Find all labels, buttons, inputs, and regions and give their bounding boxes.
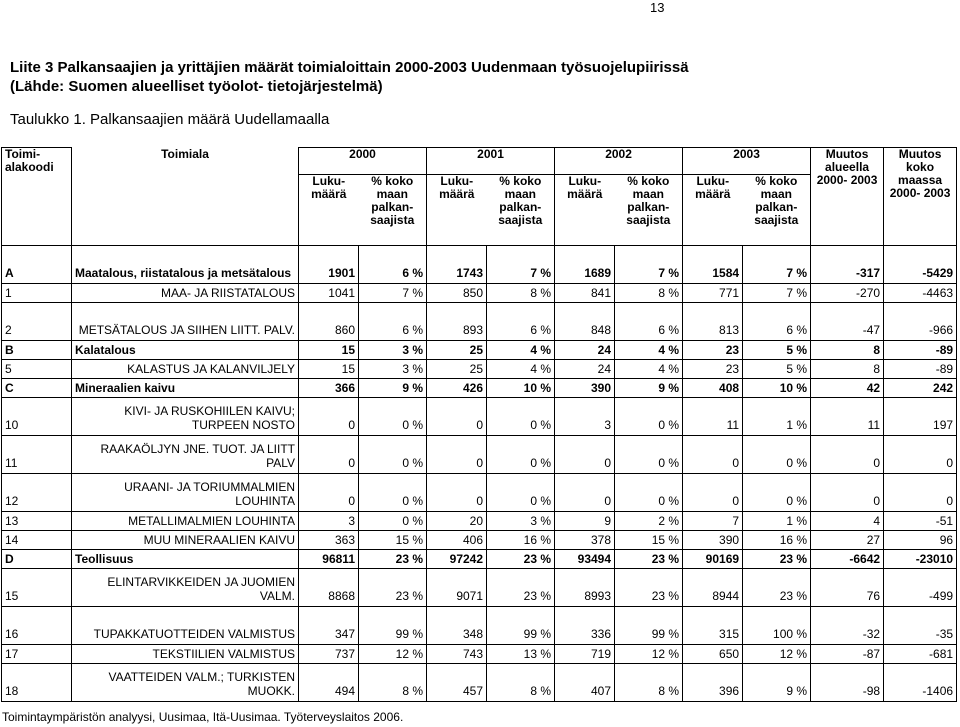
industry-name-cell: Kalatalous (72, 341, 299, 360)
p2003-cell: 23 % (743, 569, 811, 607)
source-footer: Toimintaympäristön analyysi, Uusimaa, Itä-Uusimaa. Työterveyslaitos 2006. (2, 710, 404, 724)
header-industry-blank (72, 175, 299, 246)
table-row (2, 569, 957, 607)
change_country-cell: -23010 (884, 550, 957, 569)
p2002-cell: 15 % (615, 531, 683, 550)
table-row (2, 360, 957, 379)
page-number: 13 (650, 0, 665, 15)
table-row (2, 303, 957, 341)
p2000-cell: 6 % (359, 246, 427, 284)
v2002-cell: 719 (555, 645, 615, 664)
p2003-cell: 5 % (743, 341, 811, 360)
p2003-cell: 7 % (743, 246, 811, 284)
change_country-cell: -89 (884, 341, 957, 360)
v2002-cell: 841 (555, 284, 615, 303)
industry-name-cell: URAANI- JA TORIUMMALMIEN LOUHINTA (72, 474, 299, 512)
v2002-cell: 336 (555, 607, 615, 645)
industry-name-cell: MAA- JA RIISTATALOUS (72, 284, 299, 303)
v2002-cell: 390 (555, 379, 615, 398)
p2003-cell: 7 % (743, 284, 811, 303)
header-2003: 2003 (683, 148, 811, 175)
industry-code-cell: 5 (2, 360, 72, 379)
change_country-cell: 96 (884, 531, 957, 550)
table-body (2, 246, 957, 702)
industry-name-cell: TUPAKKATUOTTEIDEN VALMISTUS (72, 607, 299, 645)
p2000-cell: 3 % (359, 360, 427, 379)
table-row (2, 284, 957, 303)
v2000-cell: 860 (299, 303, 359, 341)
v2002-cell: 1689 (555, 246, 615, 284)
industry-code-cell: 16 (2, 607, 72, 645)
v2000-cell: 1041 (299, 284, 359, 303)
v2002-cell: 407 (555, 664, 615, 702)
change_region-cell: -47 (811, 303, 884, 341)
change_region-cell: -87 (811, 645, 884, 664)
industry-code-cell: 2 (2, 303, 72, 341)
header-industry: Toimiala (72, 148, 299, 175)
v2001-cell: 743 (427, 645, 487, 664)
change_region-cell: 0 (811, 436, 884, 474)
header-share-2003: % koko maan palkan- saajista (743, 175, 811, 246)
p2003-cell: 9 % (743, 664, 811, 702)
industry-name-cell: METSÄTALOUS JA SIIHEN LIITT. PALV. (72, 303, 299, 341)
industry-code-cell: 14 (2, 531, 72, 550)
v2003-cell: 408 (683, 379, 743, 398)
change_region-cell: -270 (811, 284, 884, 303)
v2000-cell: 0 (299, 436, 359, 474)
v2003-cell: 1584 (683, 246, 743, 284)
industry-name-cell: RAAKAÖLJYN JNE. TUOT. JA LIITT PALV (72, 436, 299, 474)
change_country-cell: -681 (884, 645, 957, 664)
change_region-cell: 4 (811, 512, 884, 531)
v2001-cell: 1743 (427, 246, 487, 284)
header-share-2000: % koko maan palkan- saajista (359, 175, 427, 246)
v2003-cell: 813 (683, 303, 743, 341)
v2003-cell: 0 (683, 474, 743, 512)
v2000-cell: 347 (299, 607, 359, 645)
p2001-cell: 23 % (487, 569, 555, 607)
industry-name-cell: Mineraalien kaivu (72, 379, 299, 398)
change_region-cell: 27 (811, 531, 884, 550)
change_country-cell: -966 (884, 303, 957, 341)
v2001-cell: 25 (427, 341, 487, 360)
industry-code-cell: 11 (2, 436, 72, 474)
p2001-cell: 99 % (487, 607, 555, 645)
v2003-cell: 315 (683, 607, 743, 645)
p2000-cell: 3 % (359, 341, 427, 360)
p2001-cell: 6 % (487, 303, 555, 341)
change_region-cell: -32 (811, 607, 884, 645)
v2003-cell: 90169 (683, 550, 743, 569)
change_country-cell: 0 (884, 474, 957, 512)
v2002-cell: 378 (555, 531, 615, 550)
header-change-region: Muutos alueella 2000- 2003 (811, 148, 884, 246)
v2001-cell: 0 (427, 398, 487, 436)
p2001-cell: 16 % (487, 531, 555, 550)
document-title (10, 58, 689, 96)
p2001-cell: 7 % (487, 246, 555, 284)
v2002-cell: 24 (555, 360, 615, 379)
table-row (2, 664, 957, 702)
v2002-cell: 848 (555, 303, 615, 341)
p2002-cell: 7 % (615, 246, 683, 284)
v2000-cell: 8868 (299, 569, 359, 607)
p2001-cell: 8 % (487, 664, 555, 702)
v2000-cell: 1901 (299, 246, 359, 284)
p2000-cell: 7 % (359, 284, 427, 303)
industry-name-cell: Teollisuus (72, 550, 299, 569)
p2002-cell: 0 % (615, 398, 683, 436)
v2003-cell: 11 (683, 398, 743, 436)
p2000-cell: 99 % (359, 607, 427, 645)
table-row (2, 550, 957, 569)
v2001-cell: 850 (427, 284, 487, 303)
header-2001: 2001 (427, 148, 555, 175)
v2000-cell: 737 (299, 645, 359, 664)
v2000-cell: 96811 (299, 550, 359, 569)
v2000-cell: 3 (299, 512, 359, 531)
change_country-cell: 242 (884, 379, 957, 398)
title-line-1: Liite 3 Palkansaajien ja yrittäjien määrät toimialoittain 2000-2003 Uudenmaan työsuojelupiirissä (10, 59, 689, 76)
v2001-cell: 426 (427, 379, 487, 398)
p2001-cell: 4 % (487, 341, 555, 360)
v2001-cell: 9071 (427, 569, 487, 607)
table-row (2, 379, 957, 398)
table-caption: Taulukko 1. Palkansaajien määrä Uudellamaalla (10, 111, 330, 128)
p2001-cell: 0 % (487, 474, 555, 512)
header-change-country: Muutos koko maassa 2000- 2003 (884, 148, 957, 246)
header-count-2003: Luku- määrä (683, 175, 743, 246)
industry-name-cell: Maatalous, riistatalous ja metsätalous (72, 246, 299, 284)
p2001-cell: 8 % (487, 284, 555, 303)
p2003-cell: 0 % (743, 436, 811, 474)
v2002-cell: 93494 (555, 550, 615, 569)
v2003-cell: 8944 (683, 569, 743, 607)
table-row (2, 607, 957, 645)
p2003-cell: 10 % (743, 379, 811, 398)
p2001-cell: 13 % (487, 645, 555, 664)
v2000-cell: 15 (299, 360, 359, 379)
industry-code-cell: 12 (2, 474, 72, 512)
p2000-cell: 23 % (359, 569, 427, 607)
p2002-cell: 2 % (615, 512, 683, 531)
change_country-cell: -1406 (884, 664, 957, 702)
v2000-cell: 0 (299, 474, 359, 512)
v2000-cell: 15 (299, 341, 359, 360)
p2002-cell: 0 % (615, 436, 683, 474)
p2000-cell: 9 % (359, 379, 427, 398)
industry-code-cell: 13 (2, 512, 72, 531)
change_country-cell: -5429 (884, 246, 957, 284)
industry-name-cell: VAATTEIDEN VALM.; TURKISTEN MUOKK. (72, 664, 299, 702)
change_region-cell: -6642 (811, 550, 884, 569)
change_region-cell: 8 (811, 341, 884, 360)
v2002-cell: 3 (555, 398, 615, 436)
v2001-cell: 348 (427, 607, 487, 645)
industry-name-cell: KALASTUS JA KALANVILJELY (72, 360, 299, 379)
v2002-cell: 0 (555, 474, 615, 512)
header-share-2001: % koko maan palkan- saajista (487, 175, 555, 246)
v2000-cell: 0 (299, 398, 359, 436)
table-row (2, 246, 957, 284)
industry-code-cell: B (2, 341, 72, 360)
change_country-cell: 197 (884, 398, 957, 436)
p2003-cell: 100 % (743, 607, 811, 645)
table-row (2, 512, 957, 531)
p2002-cell: 4 % (615, 341, 683, 360)
industry-code-cell: D (2, 550, 72, 569)
p2000-cell: 23 % (359, 550, 427, 569)
p2002-cell: 6 % (615, 303, 683, 341)
header-2002: 2002 (555, 148, 683, 175)
v2000-cell: 363 (299, 531, 359, 550)
p2001-cell: 0 % (487, 436, 555, 474)
p2001-cell: 4 % (487, 360, 555, 379)
v2002-cell: 0 (555, 436, 615, 474)
industry-code-cell: 17 (2, 645, 72, 664)
p2002-cell: 99 % (615, 607, 683, 645)
employees-table (1, 147, 957, 702)
industry-code-cell: 15 (2, 569, 72, 607)
change_country-cell: -35 (884, 607, 957, 645)
p2001-cell: 3 % (487, 512, 555, 531)
v2001-cell: 0 (427, 474, 487, 512)
v2001-cell: 893 (427, 303, 487, 341)
p2000-cell: 0 % (359, 436, 427, 474)
change_country-cell: -89 (884, 360, 957, 379)
header-count-2002: Luku- määrä (555, 175, 615, 246)
change_region-cell: 0 (811, 474, 884, 512)
p2003-cell: 23 % (743, 550, 811, 569)
header-2000: 2000 (299, 148, 427, 175)
table-row (2, 474, 957, 512)
p2002-cell: 23 % (615, 550, 683, 569)
v2003-cell: 396 (683, 664, 743, 702)
p2001-cell: 23 % (487, 550, 555, 569)
v2003-cell: 7 (683, 512, 743, 531)
industry-name-cell: ELINTARVIKKEIDEN JA JUOMIEN VALM. (72, 569, 299, 607)
industry-name-cell: KIVI- JA RUSKOHIILEN KAIVU; TURPEEN NOSTO (72, 398, 299, 436)
p2002-cell: 8 % (615, 664, 683, 702)
p2003-cell: 0 % (743, 474, 811, 512)
change_country-cell: -499 (884, 569, 957, 607)
p2001-cell: 10 % (487, 379, 555, 398)
p2000-cell: 0 % (359, 474, 427, 512)
industry-name-cell: MUU MINERAALIEN KAIVU (72, 531, 299, 550)
v2003-cell: 771 (683, 284, 743, 303)
title-line-2: (Lähde: Suomen alueelliset työolot- tietojärjestelmä) (10, 78, 383, 95)
table-row (2, 341, 957, 360)
header-code: Toimi- alakoodi (2, 148, 72, 246)
change_region-cell: 42 (811, 379, 884, 398)
v2003-cell: 390 (683, 531, 743, 550)
p2003-cell: 12 % (743, 645, 811, 664)
v2001-cell: 97242 (427, 550, 487, 569)
v2002-cell: 8993 (555, 569, 615, 607)
change_region-cell: 8 (811, 360, 884, 379)
change_region-cell: 76 (811, 569, 884, 607)
change_region-cell: -98 (811, 664, 884, 702)
v2001-cell: 406 (427, 531, 487, 550)
v2001-cell: 25 (427, 360, 487, 379)
v2003-cell: 23 (683, 360, 743, 379)
industry-code-cell: A (2, 246, 72, 284)
v2001-cell: 457 (427, 664, 487, 702)
change_country-cell: 0 (884, 436, 957, 474)
p2003-cell: 6 % (743, 303, 811, 341)
table-row (2, 531, 957, 550)
v2000-cell: 494 (299, 664, 359, 702)
v2001-cell: 0 (427, 436, 487, 474)
header-share-2002: % koko maan palkan- saajista (615, 175, 683, 246)
v2003-cell: 23 (683, 341, 743, 360)
p2003-cell: 5 % (743, 360, 811, 379)
header-count-2001: Luku- määrä (427, 175, 487, 246)
industry-code-cell: 1 (2, 284, 72, 303)
change_country-cell: -4463 (884, 284, 957, 303)
p2003-cell: 16 % (743, 531, 811, 550)
industry-code-cell: 10 (2, 398, 72, 436)
v2000-cell: 366 (299, 379, 359, 398)
p2002-cell: 23 % (615, 569, 683, 607)
p2000-cell: 8 % (359, 664, 427, 702)
change_country-cell: -51 (884, 512, 957, 531)
industry-name-cell: METALLIMALMIEN LOUHINTA (72, 512, 299, 531)
industry-code-cell: C (2, 379, 72, 398)
p2002-cell: 0 % (615, 474, 683, 512)
p2000-cell: 15 % (359, 531, 427, 550)
v2003-cell: 0 (683, 436, 743, 474)
p2001-cell: 0 % (487, 398, 555, 436)
p2000-cell: 0 % (359, 512, 427, 531)
p2000-cell: 0 % (359, 398, 427, 436)
p2000-cell: 12 % (359, 645, 427, 664)
p2002-cell: 9 % (615, 379, 683, 398)
change_region-cell: 11 (811, 398, 884, 436)
v2002-cell: 9 (555, 512, 615, 531)
table-row (2, 436, 957, 474)
v2002-cell: 24 (555, 341, 615, 360)
table-row (2, 398, 957, 436)
industry-code-cell: 18 (2, 664, 72, 702)
v2003-cell: 650 (683, 645, 743, 664)
p2002-cell: 4 % (615, 360, 683, 379)
change_region-cell: -317 (811, 246, 884, 284)
p2002-cell: 12 % (615, 645, 683, 664)
table-row (2, 645, 957, 664)
header-count-2000: Luku- määrä (299, 175, 359, 246)
v2001-cell: 20 (427, 512, 487, 531)
p2003-cell: 1 % (743, 512, 811, 531)
p2000-cell: 6 % (359, 303, 427, 341)
p2002-cell: 8 % (615, 284, 683, 303)
p2003-cell: 1 % (743, 398, 811, 436)
industry-name-cell: TEKSTIILIEN VALMISTUS (72, 645, 299, 664)
